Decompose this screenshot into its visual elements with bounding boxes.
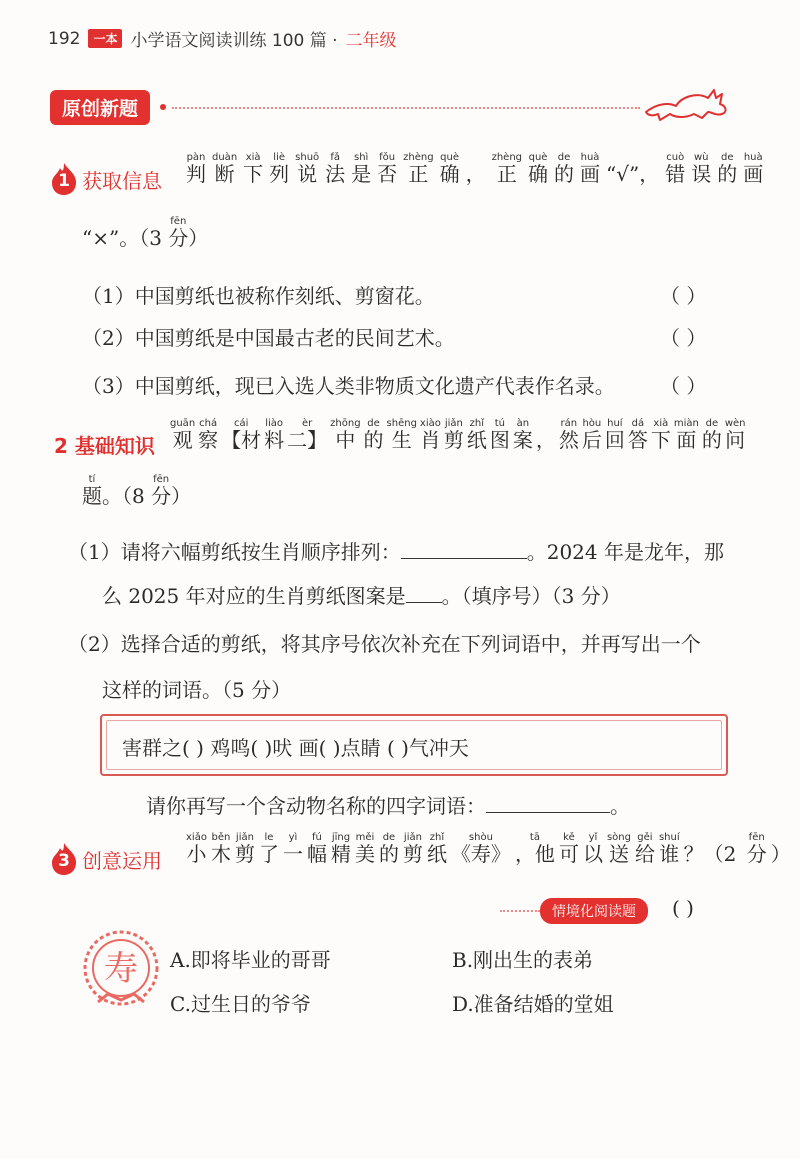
prompt-char: 问wèn [724, 418, 746, 452]
q1-answer-2[interactable]: （ ） [660, 326, 707, 350]
prompt-char: 一yì [282, 832, 303, 866]
prompt-char: “√”， [606, 162, 660, 186]
q2-sub1-cont: 么 2025 年对应的生肖剪纸图案是 。（填序号）（3 分） [102, 584, 621, 608]
page-number: 192 [48, 28, 81, 49]
prompt-char: 后hòu [581, 418, 602, 452]
situational-reading-tag: 情境化阅读题 [540, 898, 648, 924]
prompt-char: 精jīng [330, 832, 351, 866]
option-a[interactable]: A.即将毕业的哥哥 [170, 948, 331, 972]
q1-answer-1[interactable]: （ ） [660, 284, 707, 308]
prompt-char: 二】èr [287, 418, 328, 452]
prompt-char: 面miàn [673, 418, 699, 452]
series-title: 小学语文阅读训练 100 篇 · [130, 31, 338, 51]
prompt-char: 确què [528, 152, 549, 186]
prompt-char: 断duàn [212, 152, 238, 186]
q1-item-2: （2）中国剪纸是中国最古老的民间艺术。 [82, 326, 455, 350]
idiom-list[interactable]: 害群之( ) 鸡鸣( )吠 画( )点睛 ( )气冲天 [122, 736, 469, 760]
prompt-char: 送sòng [606, 832, 631, 866]
prompt-char: 可kě [558, 832, 579, 866]
prompt-char: 分fēn [746, 832, 767, 866]
q1-label [50, 162, 162, 196]
q3-category: 创意运用 [82, 848, 162, 873]
prompt-char: 是shì [351, 152, 372, 186]
idiom-write-blank[interactable] [486, 812, 610, 813]
grade-label: 二年级 [345, 31, 397, 51]
prompt-char: 回huí [604, 418, 625, 452]
prompt-char: 的de [378, 832, 399, 866]
prompt-char: ） [770, 842, 791, 866]
prompt-char: 察chá [198, 418, 219, 452]
q1-category: 获取信息 [82, 168, 162, 193]
q2-sub2: （2）选择合适的剪纸，将其序号依次补充在下列词语中，并再写出一个 [68, 632, 701, 656]
q2-prompt-line2: 题tí。（8 分fēn） [82, 474, 192, 508]
prompt-char: 了le [258, 832, 279, 866]
prompt-char: 法fǎ [325, 152, 346, 186]
prompt-char: 图tú [489, 418, 510, 452]
prompt-char: 给gěi [634, 832, 655, 866]
idiom-box [100, 714, 728, 776]
prompt-char: 小xiǎo [186, 832, 207, 866]
shou-papercut-icon [78, 928, 164, 1012]
option-b[interactable]: B.刚出生的表弟 [452, 948, 594, 972]
prompt-char: ？（2 [683, 842, 743, 866]
prompt-char: 否fǒu [377, 152, 398, 186]
q2-sub1: （1）请将六幅剪纸按生肖顺序排列： 。2024 年是龙年，那 [68, 540, 724, 564]
q2-sub2-cont: 这样的词语。（5 分） [102, 678, 292, 702]
prompt-char: ，他tā [514, 832, 555, 866]
prompt-char: 的de [554, 152, 575, 186]
zodiac-blank[interactable] [406, 602, 442, 603]
prompt-char: 剪jiǎn [402, 832, 423, 866]
prompt-char: 下xià [243, 152, 264, 186]
series-logo: 一本 [88, 29, 122, 48]
option-d[interactable]: D.准备结婚的堂姐 [452, 992, 614, 1016]
prompt-char: 画huà [580, 152, 601, 186]
prompt-char: 然rán [558, 418, 579, 452]
q3-prompt [186, 832, 795, 867]
q1-item-3: （3）中国剪纸，现已入选人类非物质文化遗产代表作名录。 [82, 374, 615, 398]
prompt-char: 的de [717, 152, 738, 186]
prompt-char: 案àn [512, 418, 533, 452]
prompt-char: 剪jiǎn [234, 832, 255, 866]
prompt-char: 生shēng [386, 418, 417, 452]
prompt-char: 错cuò [665, 152, 686, 186]
prompt-char: 正zhèng [491, 152, 523, 186]
prompt-char: 木běn [210, 832, 231, 866]
prompt-char: 观guān [170, 418, 196, 452]
q3-label [50, 842, 162, 876]
prompt-char: 判pàn [186, 152, 206, 186]
flame-number-icon: 1 [50, 162, 78, 196]
prompt-char: 的de [363, 418, 384, 452]
svg-text:寿: 寿 [104, 949, 138, 989]
banner-dot [160, 104, 166, 110]
q2-label: 2 基础知识 [54, 434, 155, 458]
prompt-char: 列liè [269, 152, 290, 186]
q3-answer[interactable]: ( ) [672, 896, 694, 920]
prompt-char: 《寿》shòu [450, 832, 511, 866]
flame-number-icon: 3 [50, 842, 78, 876]
prompt-char: 美měi [354, 832, 375, 866]
order-blank[interactable] [401, 558, 527, 559]
prompt-char: 肖xiào [419, 418, 441, 452]
prompt-char: ， [535, 428, 556, 452]
prompt-char: ， [465, 162, 486, 186]
q1-item-1: （1）中国剪纸也被称作刻纸、剪窗花。 [82, 284, 435, 308]
prompt-char: 答dá [627, 418, 648, 452]
prompt-char: 中zhōng [330, 418, 361, 452]
q2-write-line: 请你再写一个含动物名称的四字词语： 。 [146, 794, 630, 818]
prompt-char: 纸zhǐ [466, 418, 487, 452]
prompt-char: 下xià [650, 418, 671, 452]
banner-dotted-line [172, 107, 640, 109]
q1-prompt-line2: “×”。（3 分fēn） [82, 216, 209, 250]
prompt-char: 误wù [691, 152, 712, 186]
running-cat-icon [642, 82, 732, 124]
section-banner: 原创新题 [50, 90, 150, 125]
page-header [48, 26, 397, 51]
q2-prompt [170, 418, 749, 453]
prompt-char: 谁shuí [658, 832, 680, 866]
prompt-char: 的de [701, 418, 722, 452]
prompt-char: 确què [439, 152, 460, 186]
tag-dotted-line [500, 910, 540, 912]
prompt-char: 【材cái [221, 418, 262, 452]
prompt-char: 剪jiǎn [443, 418, 464, 452]
prompt-char: 说shuō [295, 152, 320, 186]
prompt-char: 料liào [264, 418, 285, 452]
option-c[interactable]: C.过生日的爷爷 [170, 992, 311, 1016]
prompt-char: 纸zhǐ [426, 832, 447, 866]
prompt-char: 幅fú [306, 832, 327, 866]
q1-answer-3[interactable]: （ ） [660, 374, 707, 398]
prompt-char: 画huà [743, 152, 764, 186]
q1-prompt [186, 152, 769, 187]
prompt-char: 以yǐ [582, 832, 603, 866]
prompt-char: 正zhèng [403, 152, 434, 186]
